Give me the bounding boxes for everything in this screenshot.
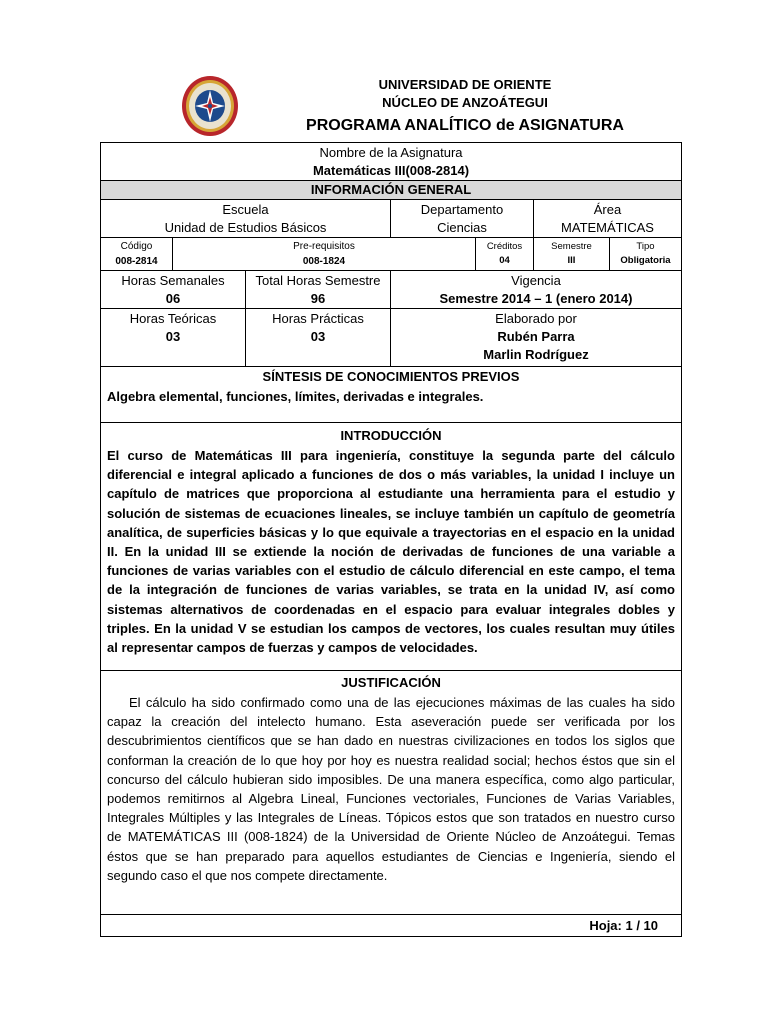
practice-hours-label: Horas Prácticas <box>272 311 364 326</box>
weekly-hours-value: 06 <box>165 291 181 306</box>
justification-text: El cálculo ha sido confirmado como una de las ejecuciones máximas de las cuales ha sido capaz la creación del intelecto humano. Esta aseveración puede ser verificada por los descubrimientos científicos que se han dado en nuestras civilizaciones en todos los siglos que conforman la creación de lo que hoy por hoy es nuestra realidad social; hechos éstos que sin el concurso del cálculo hubieran sido imposibles. De una manera específica, como algo particular, podemos remitirnos al Algebra Lineal, Funciones vectoriales, Funciones de Varias Variables, Integrales Múltiples y las Integrales de Líneas. Tópicos estos que son tratados en nuestro curso de MATEMÁTICAS III (008-1824) de la Universidad de Oriente Núcleo de Anzoátegui. Temas éstos que se han preparado para aquellos estudiantes de Ciencias e Ingeniería, siendo el segundo caso el que nos compete directamente. <box>107 695 675 883</box>
synthesis-section <box>101 367 681 423</box>
document-header <box>240 76 690 138</box>
university-seal-logo <box>181 75 239 137</box>
area-label: Área <box>593 202 622 217</box>
program-title: PROGRAMA ANALÍTICO de ASIGNATURA <box>306 117 624 134</box>
prepared-by-name-1: Rubén Parra <box>497 329 575 344</box>
type-label: Tipo <box>636 241 655 252</box>
total-hours-label: Total Horas Semestre <box>255 273 381 288</box>
validity-label: Vigencia <box>511 273 561 288</box>
page-footer <box>100 914 682 937</box>
code-row <box>101 238 681 271</box>
code-label: Código <box>120 241 153 252</box>
type-value: Obligatoria <box>620 255 671 266</box>
validity-value: Semestre 2014 – 1 (enero 2014) <box>439 291 633 306</box>
theory-hours-label: Horas Teóricas <box>129 311 217 326</box>
introduction-text: El curso de Matemáticas III para ingeniería, constituye la segunda parte del cálculo diferencial e integral aplicado a funciones de dos o más variables, la unidad I incluye un capítulo de matrices que proporciona al estudiante una herramienta para el estudio y solución de sistemas de ecuaciones lineales, se incluye también un capítulo de geometría analítica, de superficies básicas y lo que equivale a trayectorias en el espacio en la unidad II. En la unidad III se extiende la noción de derivadas de funciones de una variable a funciones de varias variables con el estudio de cálculo diferencial en este campo, el tema de la integración de funciones de varias variables, se trata en la unidad IV, así como sistemas alternativos de coordenadas en el espacio para evaluar integrales dobles y triples. En la unidad V se estudian los campos de vectores, los cuales resultan muy útiles al representar campos de fuerzas y campos de velocidades. <box>107 448 675 656</box>
subject-value: Matemáticas III(008-2814) <box>312 163 470 178</box>
semester-label: Semestre <box>551 241 592 252</box>
prepared-by-label: Elaborado por <box>495 311 577 326</box>
page-number: Hoja: 1 / 10 <box>589 918 658 933</box>
department-label: Departamento <box>420 202 504 217</box>
authors-row <box>101 309 681 367</box>
general-info-title-row <box>101 181 681 200</box>
university-name: UNIVERSIDAD DE ORIENTE <box>378 77 552 92</box>
school-value: Unidad de Estudios Básicos <box>164 220 327 235</box>
subject-row <box>101 143 681 181</box>
code-value: 008-2814 <box>115 256 158 267</box>
area-value: MATEMÁTICAS <box>561 220 654 235</box>
prereq-label: Pre-requisitos <box>293 241 355 252</box>
prepared-by-name-2: Marlin Rodríguez <box>483 347 589 362</box>
semester-value: III <box>567 255 576 266</box>
weekly-hours-label: Horas Semanales <box>121 273 225 288</box>
synthesis-text: Algebra elemental, funciones, límites, derivadas e integrales. <box>107 389 484 404</box>
nucleus-name: NÚCLEO DE ANZOÁTEGUI <box>382 95 548 110</box>
school-label: Escuela <box>222 202 269 217</box>
prereq-value: 008-1824 <box>302 256 346 267</box>
introduction-section <box>101 423 681 671</box>
school-row <box>101 200 681 238</box>
justification-section <box>101 671 681 915</box>
hours-row <box>101 271 681 309</box>
program-table <box>100 142 682 937</box>
credits-label: Créditos <box>486 241 523 252</box>
introduction-title: INTRODUCCIÓN <box>340 428 442 443</box>
synthesis-title: SÍNTESIS DE CONOCIMIENTOS PREVIOS <box>262 369 520 384</box>
theory-hours-value: 03 <box>165 329 181 344</box>
credits-value: 04 <box>499 255 510 266</box>
total-hours-value: 96 <box>310 291 326 306</box>
practice-hours-value: 03 <box>310 329 326 344</box>
justification-title: JUSTIFICACIÓN <box>341 675 441 690</box>
subject-label: Nombre de la Asignatura <box>319 145 463 160</box>
general-info-title: INFORMACIÓN GENERAL <box>310 182 472 197</box>
department-value: Ciencias <box>437 220 487 235</box>
